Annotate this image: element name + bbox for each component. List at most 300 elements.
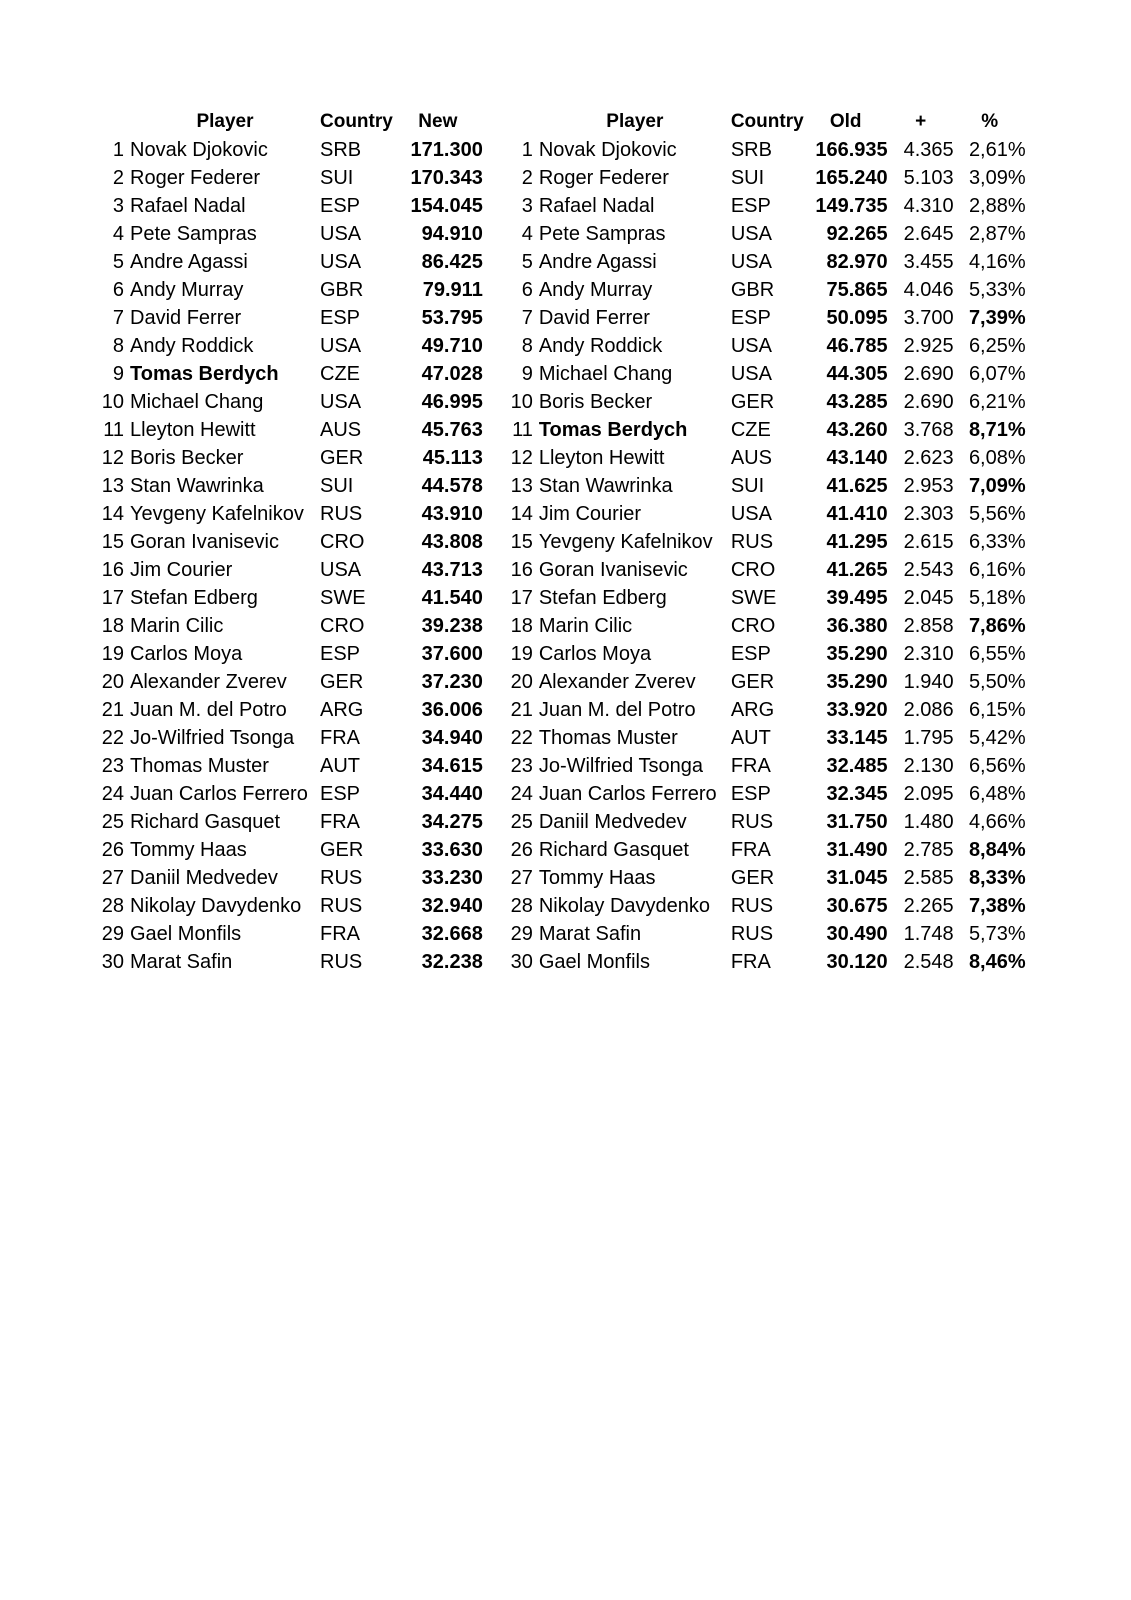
table-row <box>96 416 1026 444</box>
player-name-left: Roger Federer <box>130 167 261 189</box>
player-name-right: Jim Courier <box>538 503 642 525</box>
rank-right: 29 <box>510 923 533 945</box>
rank-left: 14 <box>101 503 124 525</box>
rank-right: 7 <box>521 307 533 329</box>
new-points: 32.668 <box>421 923 483 945</box>
old-points: 50.095 <box>826 307 888 329</box>
old-points: 41.410 <box>826 503 888 525</box>
percent-gain: 6,25% <box>968 335 1026 357</box>
new-points: 41.540 <box>421 587 483 609</box>
percent-gain: 8,46% <box>968 951 1026 973</box>
rank-left: 8 <box>112 335 124 357</box>
points-gain: 3.700 <box>903 307 954 329</box>
country-right: AUT <box>730 727 771 749</box>
country-right: FRA <box>730 951 771 973</box>
player-name-right: Andy Roddick <box>538 335 663 357</box>
country-left: ESP <box>320 643 361 665</box>
country-right: AUS <box>730 447 772 469</box>
header-new: New <box>418 111 458 132</box>
percent-gain: 6,15% <box>968 699 1026 721</box>
country-left: ESP <box>320 195 361 217</box>
header-old: Old <box>829 111 862 132</box>
new-points: 34.275 <box>421 811 483 833</box>
player-name-right: Marin Cilic <box>538 615 633 637</box>
player-name-right: Juan Carlos Ferrero <box>538 783 717 805</box>
country-right: SUI <box>730 167 765 189</box>
column-gap <box>483 780 505 808</box>
rank-right: 9 <box>521 363 533 385</box>
table-row <box>96 808 1026 836</box>
player-name-right: Thomas Muster <box>538 727 678 749</box>
points-gain: 4.046 <box>903 279 954 301</box>
percent-gain: 8,71% <box>968 419 1026 441</box>
percent-gain: 2,61% <box>968 139 1026 161</box>
column-gap <box>483 416 505 444</box>
player-name-left: Alexander Zverev <box>130 671 287 693</box>
country-left: FRA <box>320 811 360 833</box>
column-gap <box>483 584 505 612</box>
rank-right: 5 <box>521 251 533 273</box>
country-left: SUI <box>320 475 354 497</box>
rank-right: 12 <box>510 447 533 469</box>
old-points: 33.920 <box>826 699 888 721</box>
player-name-left: Juan Carlos Ferrero <box>130 783 308 805</box>
player-name-left: Goran Ivanisevic <box>130 531 279 553</box>
player-name-right: Stan Wawrinka <box>538 475 673 497</box>
table-row <box>96 164 1026 192</box>
percent-gain: 6,56% <box>968 755 1026 777</box>
new-points: 37.600 <box>421 643 483 665</box>
country-right: RUS <box>730 895 774 917</box>
rank-left: 22 <box>101 727 124 749</box>
points-gain: 2.623 <box>903 447 954 469</box>
new-points: 171.300 <box>410 139 483 161</box>
rank-right: 19 <box>510 643 533 665</box>
rank-left: 25 <box>101 811 124 833</box>
player-name-left: Pete Sampras <box>130 223 257 245</box>
points-gain: 2.130 <box>903 755 954 777</box>
rank-right: 28 <box>510 895 533 917</box>
player-name-left: Nikolay Davydenko <box>130 895 302 917</box>
column-gap <box>483 724 505 752</box>
country-right: USA <box>730 251 772 273</box>
column-gap <box>483 920 505 948</box>
country-right: CRO <box>730 615 776 637</box>
new-points: 46.995 <box>421 391 483 413</box>
column-gap <box>483 752 505 780</box>
header-percent: % <box>981 111 999 132</box>
rank-right: 25 <box>510 811 533 833</box>
new-points: 32.238 <box>421 951 483 973</box>
header-player-right: Player <box>606 111 664 132</box>
rank-right: 24 <box>510 783 533 805</box>
column-gap <box>483 892 505 920</box>
table-row <box>96 780 1026 808</box>
points-gain: 2.690 <box>903 363 954 385</box>
rank-right: 10 <box>510 391 533 413</box>
country-right: ESP <box>730 783 771 805</box>
column-gap <box>483 640 505 668</box>
table-row <box>96 276 1026 304</box>
header-player-left: Player <box>196 111 254 132</box>
new-points: 33.630 <box>421 839 483 861</box>
old-points: 36.380 <box>826 615 888 637</box>
player-name-right: Yevgeny Kafelnikov <box>538 531 713 553</box>
new-points: 154.045 <box>410 195 483 217</box>
old-points: 75.865 <box>826 279 888 301</box>
new-points: 39.238 <box>421 615 483 637</box>
country-left: RUS <box>320 951 363 973</box>
rank-left: 1 <box>112 139 124 161</box>
percent-gain: 5,42% <box>968 727 1026 749</box>
player-name-left: Marin Cilic <box>130 615 224 637</box>
rank-left: 6 <box>112 279 124 301</box>
player-name-right: Rafael Nadal <box>538 195 655 217</box>
country-left: RUS <box>320 503 363 525</box>
rank-left: 19 <box>101 643 124 665</box>
rank-left: 7 <box>112 307 124 329</box>
player-name-right: Lleyton Hewitt <box>538 447 665 469</box>
percent-gain: 6,55% <box>968 643 1026 665</box>
column-gap <box>483 164 505 192</box>
old-points: 82.970 <box>826 251 888 273</box>
table-row <box>96 556 1026 584</box>
points-gain: 2.858 <box>903 615 954 637</box>
column-gap <box>483 864 505 892</box>
country-left: GER <box>320 447 364 469</box>
new-points: 47.028 <box>421 363 483 385</box>
new-points: 34.615 <box>421 755 483 777</box>
old-points: 41.265 <box>826 559 888 581</box>
new-points: 37.230 <box>421 671 483 693</box>
old-points: 43.140 <box>826 447 888 469</box>
old-points: 43.285 <box>826 391 888 413</box>
points-gain: 2.615 <box>903 531 954 553</box>
player-name-left: Carlos Moya <box>130 643 243 665</box>
country-left: SRB <box>320 139 362 161</box>
country-left: USA <box>320 335 362 357</box>
new-points: 53.795 <box>421 307 483 329</box>
percent-gain: 5,18% <box>968 587 1026 609</box>
new-points: 33.230 <box>421 867 483 889</box>
points-gain: 2.548 <box>903 951 954 973</box>
rank-right: 17 <box>510 587 533 609</box>
ranking-table <box>96 108 1026 976</box>
old-points: 35.290 <box>826 671 888 693</box>
player-name-right: Tommy Haas <box>538 867 656 889</box>
rank-left: 27 <box>101 867 124 889</box>
player-name-left: Tomas Berdych <box>130 363 279 385</box>
points-gain: 2.690 <box>903 391 954 413</box>
country-left: RUS <box>320 867 363 889</box>
new-points: 43.910 <box>421 503 483 525</box>
rank-right: 3 <box>521 195 533 217</box>
new-points: 86.425 <box>421 251 483 273</box>
rank-left: 23 <box>101 755 124 777</box>
country-right: SRB <box>730 139 772 161</box>
column-gap <box>483 332 505 360</box>
country-left: USA <box>320 251 362 273</box>
country-right: ESP <box>730 307 771 329</box>
rank-right: 21 <box>510 699 533 721</box>
rank-left: 12 <box>101 447 124 469</box>
country-right: CRO <box>730 559 776 581</box>
column-gap <box>483 136 505 164</box>
percent-gain: 7,39% <box>968 307 1026 329</box>
country-right: GER <box>730 867 775 889</box>
rank-left: 3 <box>112 195 124 217</box>
rank-left: 11 <box>103 419 124 441</box>
percent-gain: 8,33% <box>968 867 1026 889</box>
rank-left: 29 <box>101 923 124 945</box>
player-name-right: Novak Djokovic <box>538 139 677 161</box>
old-points: 92.265 <box>826 223 888 245</box>
points-gain: 3.455 <box>903 251 954 273</box>
percent-gain: 3,09% <box>968 167 1026 189</box>
rank-right: 8 <box>521 335 533 357</box>
player-name-right: Tomas Berdych <box>538 419 688 441</box>
column-gap <box>483 304 505 332</box>
column-gap <box>483 388 505 416</box>
rank-left: 10 <box>101 391 124 413</box>
player-name-right: Stefan Edberg <box>538 587 667 609</box>
player-name-left: Andy Murray <box>130 279 244 301</box>
new-points: 34.440 <box>421 783 483 805</box>
rank-left: 13 <box>101 475 124 497</box>
column-gap <box>483 248 505 276</box>
old-points: 32.485 <box>826 755 888 777</box>
percent-gain: 2,88% <box>968 195 1026 217</box>
country-left: SUI <box>320 167 354 189</box>
column-gap <box>483 612 505 640</box>
rank-right: 16 <box>510 559 533 581</box>
country-right: RUS <box>730 923 774 945</box>
new-points: 32.940 <box>421 895 483 917</box>
country-right: RUS <box>730 531 774 553</box>
old-points: 44.305 <box>826 363 888 385</box>
header-row <box>96 108 1026 136</box>
rank-right: 11 <box>512 419 533 441</box>
rank-right: 2 <box>521 167 533 189</box>
points-gain: 1.940 <box>903 671 954 693</box>
rank-left: 4 <box>112 223 124 245</box>
rank-right: 22 <box>510 727 533 749</box>
country-right: CZE <box>730 419 771 441</box>
old-points: 41.625 <box>826 475 888 497</box>
old-points: 35.290 <box>826 643 888 665</box>
rank-left: 24 <box>101 783 124 805</box>
player-name-right: Daniil Medvedev <box>538 811 687 833</box>
old-points: 32.345 <box>826 783 888 805</box>
column-gap <box>483 836 505 864</box>
header-country-right: Country <box>730 111 804 132</box>
old-points: 41.295 <box>826 531 888 553</box>
column-gap <box>483 948 505 976</box>
country-right: GBR <box>730 279 775 301</box>
rank-right: 26 <box>510 839 533 861</box>
column-gap <box>483 444 505 472</box>
table-row <box>96 360 1026 388</box>
header-plus: + <box>915 111 927 132</box>
player-name-right: Andre Agassi <box>538 251 657 273</box>
rank-right: 23 <box>510 755 533 777</box>
country-left: GER <box>320 839 364 861</box>
points-gain: 2.310 <box>903 643 954 665</box>
rank-right: 13 <box>510 475 533 497</box>
points-gain: 2.785 <box>903 839 954 861</box>
new-points: 43.808 <box>421 531 483 553</box>
player-name-right: Michael Chang <box>538 363 673 385</box>
column-gap <box>483 108 505 136</box>
player-name-left: Richard Gasquet <box>130 811 281 833</box>
country-left: FRA <box>320 923 360 945</box>
player-name-left: Lleyton Hewitt <box>130 419 256 441</box>
country-right: USA <box>730 223 772 245</box>
player-name-right: Juan M. del Potro <box>538 699 696 721</box>
country-left: ESP <box>320 783 361 805</box>
country-right: FRA <box>730 839 771 861</box>
rank-right: 30 <box>510 951 533 973</box>
points-gain: 2.585 <box>903 867 954 889</box>
column-gap <box>483 472 505 500</box>
table-row <box>96 332 1026 360</box>
country-left: AUS <box>320 419 362 441</box>
rank-right: 4 <box>521 223 533 245</box>
points-gain: 2.265 <box>903 895 954 917</box>
points-gain: 4.310 <box>903 195 954 217</box>
player-name-right: Roger Federer <box>538 167 669 189</box>
player-name-right: Boris Becker <box>538 391 653 413</box>
column-gap <box>483 556 505 584</box>
player-name-left: Gael Monfils <box>130 923 242 945</box>
percent-gain: 6,08% <box>968 447 1026 469</box>
new-points: 170.343 <box>410 167 483 189</box>
percent-gain: 7,86% <box>968 615 1026 637</box>
percent-gain: 7,38% <box>968 895 1026 917</box>
player-name-left: Stan Wawrinka <box>130 475 264 497</box>
rank-left: 18 <box>101 615 124 637</box>
rank-right: 6 <box>521 279 533 301</box>
percent-gain: 5,73% <box>968 923 1026 945</box>
table-row <box>96 668 1026 696</box>
new-points: 49.710 <box>421 335 483 357</box>
header-rank-right <box>505 108 533 136</box>
points-gain: 1.748 <box>903 923 954 945</box>
rank-left: 2 <box>112 167 124 189</box>
country-left: GBR <box>320 279 364 301</box>
table-row <box>96 500 1026 528</box>
new-points: 44.578 <box>421 475 483 497</box>
points-gain: 2.645 <box>903 223 954 245</box>
player-name-right: Gael Monfils <box>538 951 650 973</box>
table-row <box>96 472 1026 500</box>
player-name-left: Juan M. del Potro <box>130 699 287 721</box>
old-points: 31.490 <box>826 839 888 861</box>
new-points: 45.113 <box>422 447 483 469</box>
rank-left: 9 <box>112 363 124 385</box>
table-row <box>96 528 1026 556</box>
table-row <box>96 248 1026 276</box>
header-country-left: Country <box>320 111 393 132</box>
country-right: RUS <box>730 811 774 833</box>
country-left: RUS <box>320 895 363 917</box>
player-name-right: Goran Ivanisevic <box>538 559 688 581</box>
country-right: GER <box>730 671 775 693</box>
player-name-left: Stefan Edberg <box>130 587 258 609</box>
column-gap <box>483 808 505 836</box>
country-left: GER <box>320 671 364 693</box>
percent-gain: 8,84% <box>968 839 1026 861</box>
player-name-right: David Ferrer <box>538 307 650 329</box>
rank-left: 20 <box>101 671 124 693</box>
table-row <box>96 220 1026 248</box>
country-right: ESP <box>730 643 771 665</box>
old-points: 30.490 <box>826 923 888 945</box>
table-row <box>96 136 1026 164</box>
table-row <box>96 612 1026 640</box>
old-points: 33.145 <box>826 727 888 749</box>
player-name-left: Thomas Muster <box>130 755 269 777</box>
old-points: 46.785 <box>826 335 888 357</box>
table-row <box>96 696 1026 724</box>
rank-right: 14 <box>510 503 533 525</box>
country-left: CZE <box>320 363 360 385</box>
player-name-right: Carlos Moya <box>538 643 652 665</box>
column-gap <box>483 360 505 388</box>
rank-right: 1 <box>521 139 533 161</box>
points-gain: 5.103 <box>903 167 954 189</box>
points-gain: 3.768 <box>903 419 954 441</box>
rank-left: 5 <box>112 251 124 273</box>
old-points: 166.935 <box>815 139 888 161</box>
rank-left: 28 <box>101 895 124 917</box>
rank-right: 27 <box>510 867 533 889</box>
country-right: ARG <box>730 699 775 721</box>
column-gap <box>483 696 505 724</box>
country-right: ESP <box>730 195 771 217</box>
table-row <box>96 640 1026 668</box>
points-gain: 2.086 <box>903 699 954 721</box>
country-left: ESP <box>320 307 361 329</box>
rank-left: 15 <box>101 531 124 553</box>
rank-left: 26 <box>101 839 124 861</box>
table-row <box>96 388 1026 416</box>
table-row <box>96 724 1026 752</box>
column-gap <box>483 220 505 248</box>
percent-gain: 4,16% <box>968 251 1026 273</box>
player-name-left: Michael Chang <box>130 391 264 413</box>
country-left: CRO <box>320 615 365 637</box>
column-gap <box>483 276 505 304</box>
country-left: USA <box>320 223 362 245</box>
rank-left: 21 <box>101 699 124 721</box>
new-points: 94.910 <box>421 223 483 245</box>
table-row <box>96 444 1026 472</box>
player-name-left: Jo-Wilfried Tsonga <box>130 727 295 749</box>
points-gain: 4.365 <box>903 139 954 161</box>
percent-gain: 6,07% <box>968 363 1026 385</box>
column-gap <box>483 668 505 696</box>
percent-gain: 6,48% <box>968 783 1026 805</box>
table-row <box>96 752 1026 780</box>
table-row <box>96 304 1026 332</box>
table-row <box>96 836 1026 864</box>
player-name-left: David Ferrer <box>130 307 242 329</box>
percent-gain: 5,56% <box>968 503 1026 525</box>
player-name-left: Jim Courier <box>130 559 233 581</box>
new-points: 79.911 <box>422 279 483 301</box>
player-name-left: Andre Agassi <box>130 251 248 273</box>
